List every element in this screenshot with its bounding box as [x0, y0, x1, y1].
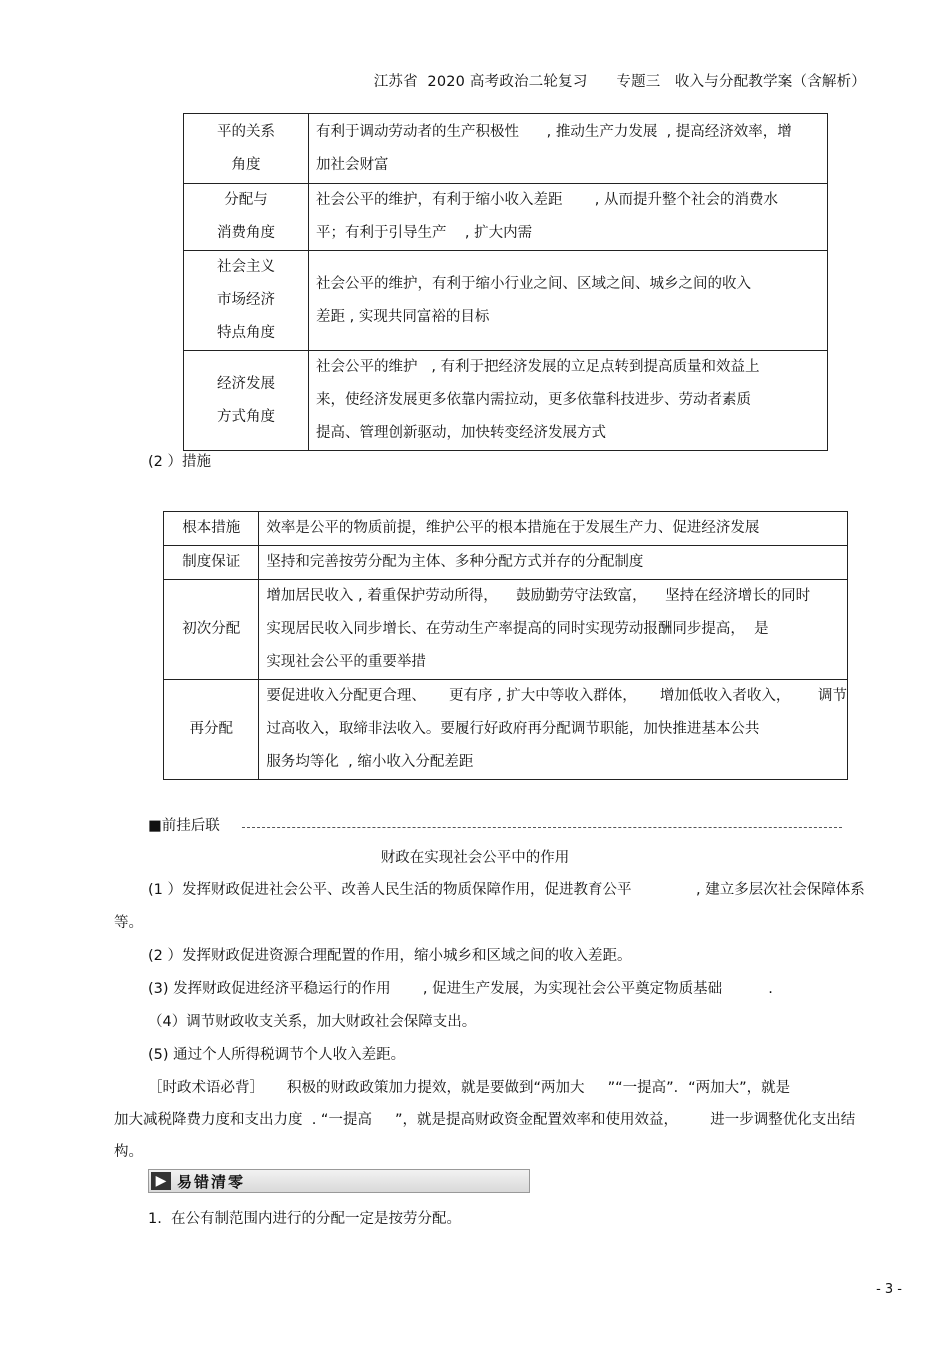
- row-label: 制度保证: [164, 546, 259, 580]
- label-line: 分配与: [224, 192, 268, 208]
- content-line: 社会公平的维护，有利于缩小行业之间、区域之间、城乡之间的收入: [316, 275, 751, 292]
- term-paragraph-line: 加大减税降费力度和支出力度 . “一提高 ”，就是提高财政资金配置效率和使用效益， 进一步调整优化支出结: [114, 1112, 856, 1128]
- label-line: 角度: [231, 156, 261, 173]
- content-line: 社会公平的维护，有利于缩小收入差距 , 从而提升整个社会的消费水: [316, 192, 778, 208]
- row-label: [184, 351, 309, 451]
- content-line: 平；有利于引导生产 , 扩大内需: [316, 225, 533, 241]
- row-label: [184, 184, 309, 251]
- term-paragraph-line: 构。: [114, 1144, 143, 1160]
- section-title: 财政在实现社会公平中的作用: [380, 850, 570, 866]
- row-label: 再分配: [164, 680, 259, 780]
- row-label: [184, 251, 309, 351]
- label-line: 平的关系: [217, 123, 275, 140]
- row-label: [184, 114, 309, 184]
- dotted-divider: [242, 827, 842, 828]
- arrow-icon: ▶: [151, 1172, 171, 1190]
- list-item: (1 ）发挥财政促进社会公平、改善人民生活的物质保障作用，促进教育公平 , 建立多层次社会保障体系: [148, 882, 865, 898]
- content-line: 提高、管理创新驱动，加快转变经济发展方式: [316, 425, 606, 441]
- list-item: 1. 在公有制范围内进行的分配一定是按劳分配。: [148, 1211, 462, 1227]
- section-marker: ■前挂后联: [148, 818, 220, 834]
- row-content: [309, 351, 828, 451]
- row-content: [309, 251, 828, 351]
- content-line: 要促进收入分配更合理、 更有序 , 扩大中等收入群体， 增加低收入者收入， 调节: [266, 688, 847, 704]
- content-line: 差距 , 实现共同富裕的目标: [316, 308, 490, 325]
- row-label: 初次分配: [164, 580, 259, 680]
- list-item: (2 ）发挥财政促进资源合理配置的作用，缩小城乡和区域之间的收入差距。: [148, 948, 632, 964]
- label-line: 特点角度: [217, 325, 275, 341]
- term-paragraph-line: ［时政术语必背］ 积极的财政政策加力提效，就是要做到“两加大 ”“一提高”．“两加大”，就是: [148, 1080, 791, 1096]
- section-banner: [148, 1169, 530, 1193]
- row-content: [309, 184, 828, 251]
- list-item: 等。: [114, 915, 143, 931]
- row-content: [309, 114, 828, 184]
- list-item: (3) 发挥财政促进经济平稳运行的作用 , 促进生产发展，为实现社会公平奠定物质基础 .: [148, 981, 773, 997]
- label-line: 社会主义: [217, 259, 275, 275]
- page-number: - 3 -: [876, 1282, 902, 1297]
- row-label: 根本措施: [164, 512, 259, 546]
- list-item: (5) 通过个人所得税调节个人收入差距。: [148, 1047, 406, 1063]
- row-content: [259, 580, 848, 680]
- label-line: 经济发展: [217, 375, 275, 392]
- label-line: 方式角度: [217, 408, 275, 425]
- label-line: 消费角度: [217, 225, 275, 241]
- list-item: （4）调节财政收支关系，加大财政社会保障支出。: [148, 1014, 477, 1030]
- content-line: 增加居民收入 , 着重保护劳动所得， 鼓励勤劳守法致富， 坚持在经济增长的同时: [266, 588, 811, 604]
- content-line: 效率是公平的物质前提，维护公平的根本措施在于发展生产力、促进经济发展: [266, 520, 760, 536]
- page-header: 江苏省 2020 高考政治二轮复习 专题三 收入与分配教学案（含解析）: [373, 74, 866, 90]
- content-line: 加社会财富: [316, 156, 389, 173]
- banner-title: 易错清零: [177, 1173, 246, 1191]
- content-line: 有利于调动劳动者的生产积极性 , 推动生产力发展 , 提高经济效率，增: [316, 123, 792, 140]
- content-line: 服务均等化 , 缩小收入分配差距: [266, 754, 474, 770]
- label-line: 市场经济: [217, 292, 275, 308]
- fairness-angle-table: [183, 113, 828, 451]
- section-heading: (2 ）措施: [148, 454, 211, 470]
- row-content: [259, 680, 848, 780]
- row-content: [259, 512, 848, 546]
- content-line: 实现社会公平的重要举措: [266, 654, 426, 670]
- content-line: 过高收入，取缔非法收入。要履行好政府再分配调节职能，加快推进基本公共: [266, 721, 760, 737]
- content-line: 社会公平的维护 , 有利于把经济发展的立足点转到提高质量和效益上: [316, 359, 760, 375]
- measures-table: [163, 511, 848, 780]
- content-line: 坚持和完善按劳分配为主体、多种分配方式并存的分配制度: [266, 554, 644, 570]
- content-line: 来，使经济发展更多依靠内需拉动，更多依靠科技进步、劳动者素质: [316, 392, 751, 408]
- row-content: [259, 546, 848, 580]
- content-line: 实现居民收入同步增长、在劳动生产率提高的同时实现劳动报酬同步提高， 是: [266, 621, 769, 637]
